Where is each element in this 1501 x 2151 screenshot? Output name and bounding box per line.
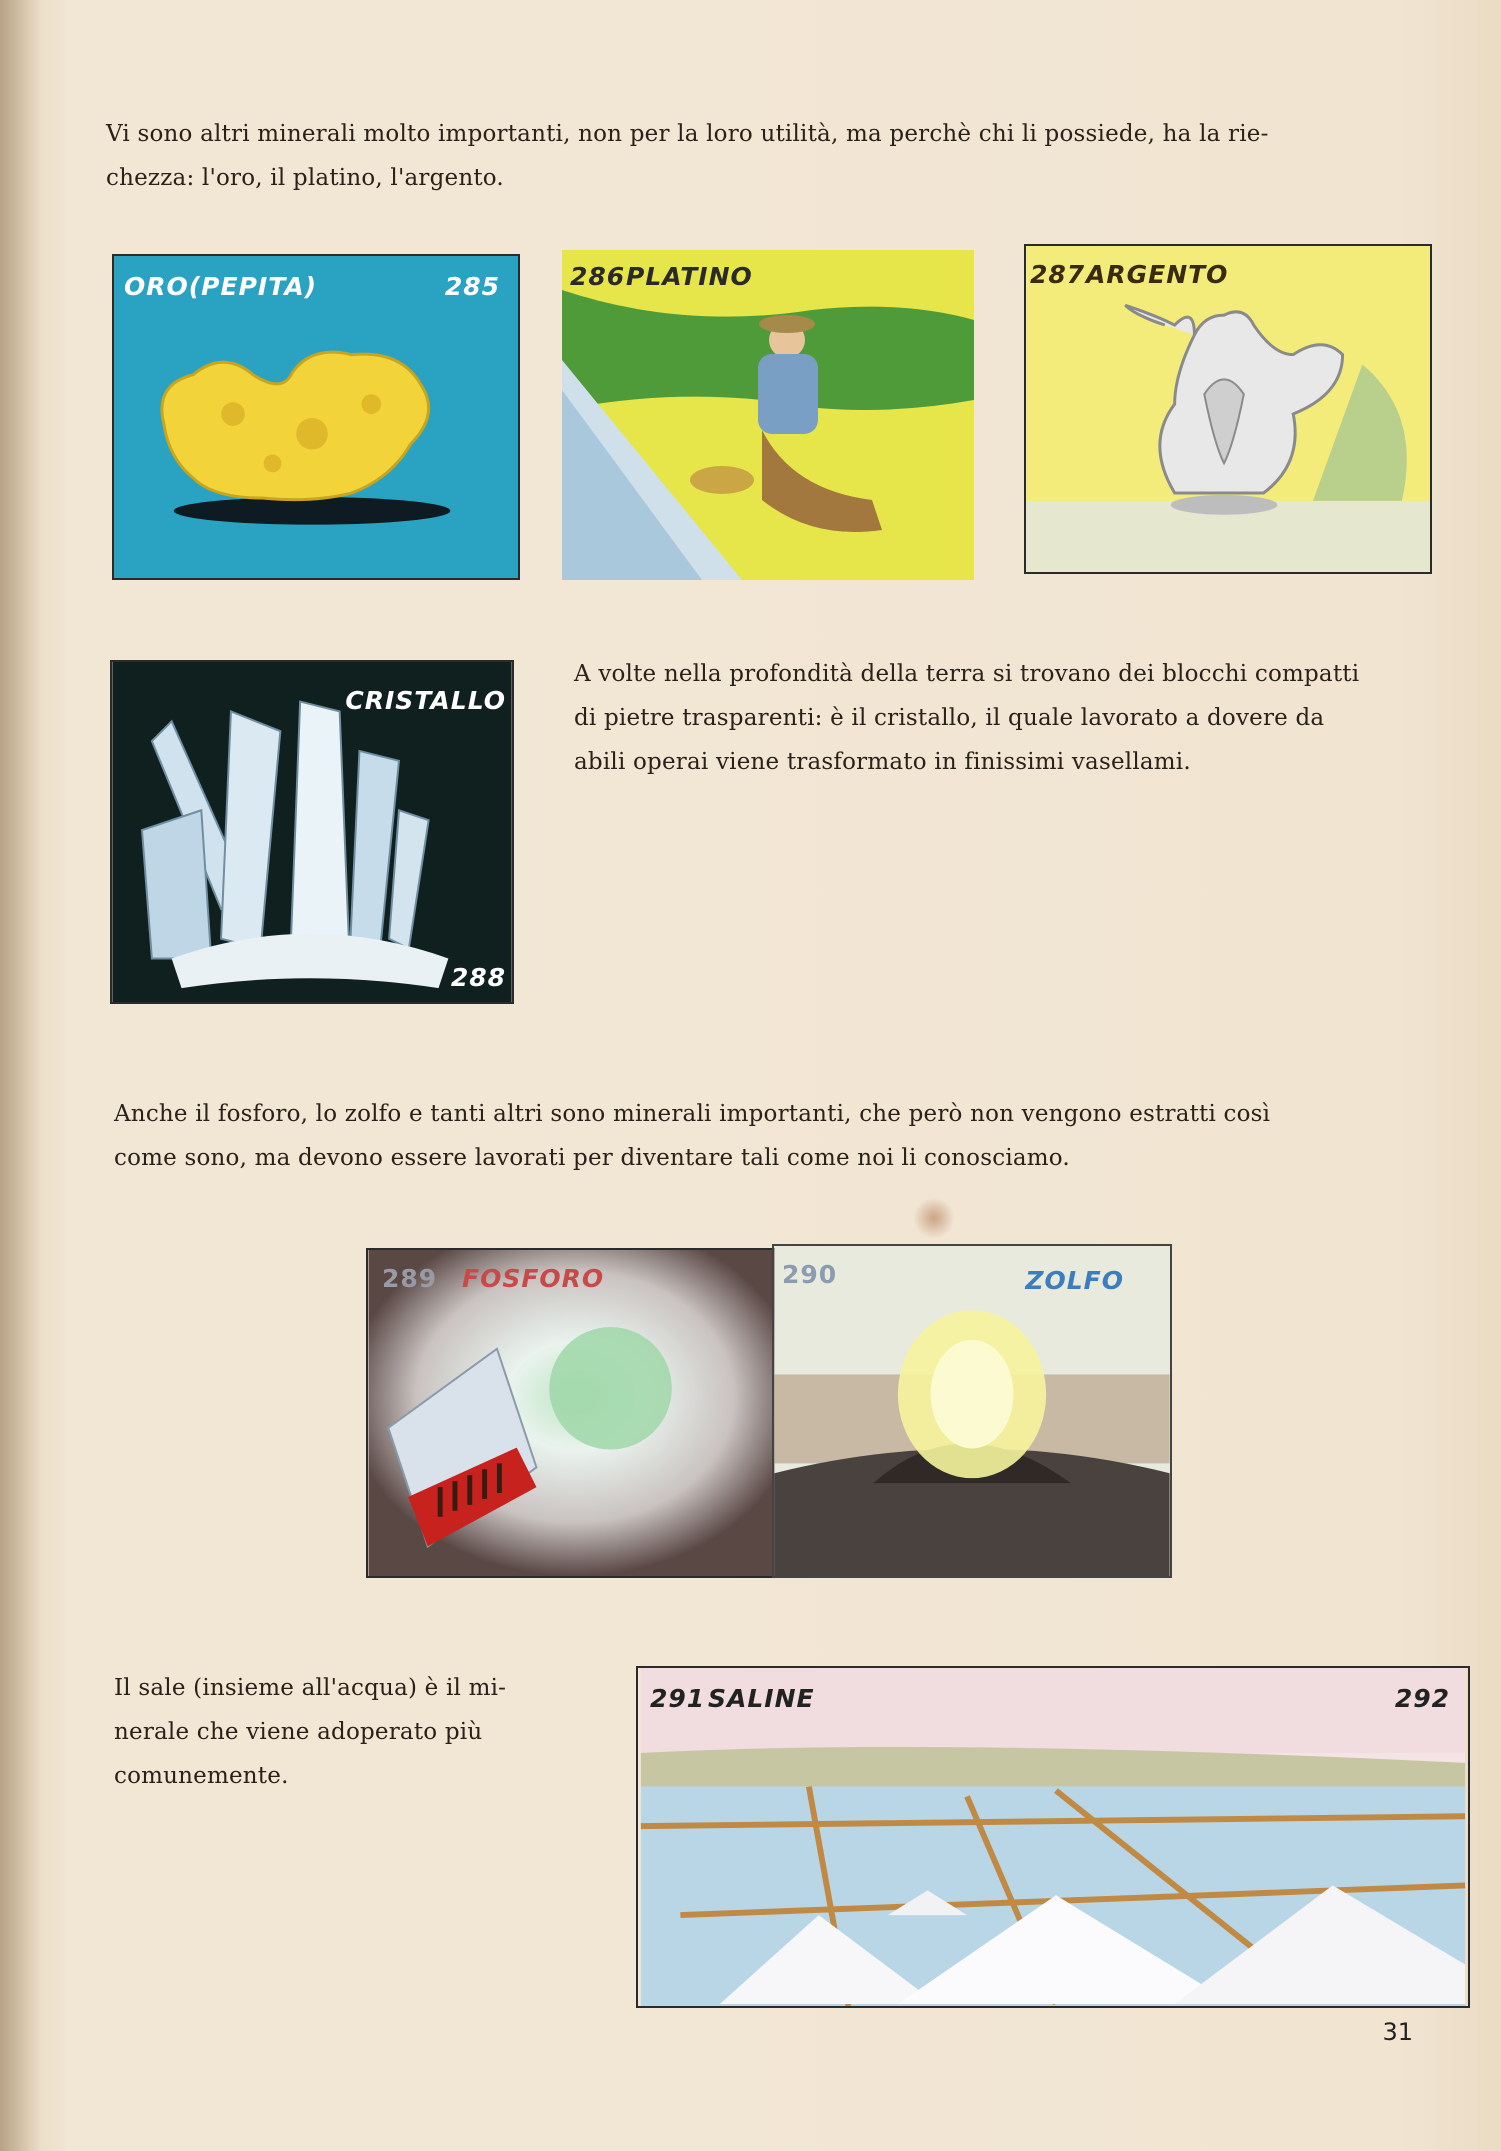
gold-panning-illustration — [562, 250, 974, 580]
text-line: Il sale (insieme all'acqua) è il mi- — [114, 1675, 507, 1701]
text-line: nerale che viene adoperato più — [114, 1719, 483, 1745]
sticker-oro — [112, 254, 520, 580]
salt-pans-illustration — [638, 1668, 1468, 2006]
paragraph-salt — [114, 1666, 544, 1798]
sticker-number: 291 — [650, 1684, 706, 1713]
paper-stain — [912, 1198, 956, 1238]
sticker-cristallo — [110, 660, 514, 1004]
text-line: abili operai viene trasformato in finissimi vasellami. — [574, 749, 1191, 775]
text-line: Vi sono altri minerali molto importanti, non per la loro utilità, ma perchè chi li possiede, ha la rie- — [106, 121, 1269, 147]
text-line: di pietre trasparenti: è il cristallo, il quale lavorato a dovere da — [574, 705, 1325, 731]
silver-ewer-illustration — [1026, 246, 1430, 572]
sticker-fosforo — [366, 1248, 784, 1578]
paragraph-precious-minerals — [106, 112, 1420, 200]
sulfur-volcano-illustration — [774, 1246, 1170, 1576]
text-line: Anche il fosforo, lo zolfo e tanti altri sono minerali importanti, che però non vengono estratti così — [114, 1101, 1271, 1127]
sticker-title: ZOLFO — [1025, 1266, 1124, 1295]
sticker-zolfo — [772, 1244, 1172, 1578]
text-line: chezza: l'oro, il platino, l'argento. — [106, 165, 504, 191]
sticker-number-secondary: 292 — [1394, 1684, 1450, 1713]
sticker-title: FOSFORO — [462, 1264, 605, 1293]
sticker-title: ORO(PEPITA) — [124, 272, 318, 301]
sticker-title: PLATINO — [626, 262, 753, 291]
paragraph-crystal — [574, 652, 1430, 784]
sticker-number: 288 — [450, 963, 506, 992]
paragraph-phosphorus-sulfur — [114, 1092, 1432, 1180]
sticker-number: 285 — [444, 272, 500, 301]
sticker-saline — [636, 1666, 1470, 2008]
page-number: 31 — [1382, 2018, 1413, 2046]
sticker-title: ARGENTO — [1086, 260, 1229, 289]
sticker-title: SALINE — [708, 1684, 815, 1713]
sticker-number: 287 — [1030, 260, 1086, 289]
text-line: A volte nella profondità della terra si trovano dei blocchi compatti — [574, 661, 1360, 687]
sticker-title: CRISTALLO — [345, 686, 506, 715]
matchbox-glow-illustration — [368, 1250, 782, 1576]
text-line: come sono, ma devono essere lavorati per diventare tali come noi li conosciamo. — [114, 1145, 1070, 1171]
text-line: comunemente. — [114, 1763, 289, 1789]
sticker-number: 286 — [570, 262, 626, 291]
sticker-number: 289 — [382, 1264, 438, 1293]
page-fold-shadow — [0, 0, 42, 2151]
sticker-platino — [562, 250, 974, 580]
gold-nugget-illustration — [114, 256, 518, 578]
sticker-number: 290 — [782, 1260, 838, 1289]
sticker-argento — [1024, 244, 1432, 574]
